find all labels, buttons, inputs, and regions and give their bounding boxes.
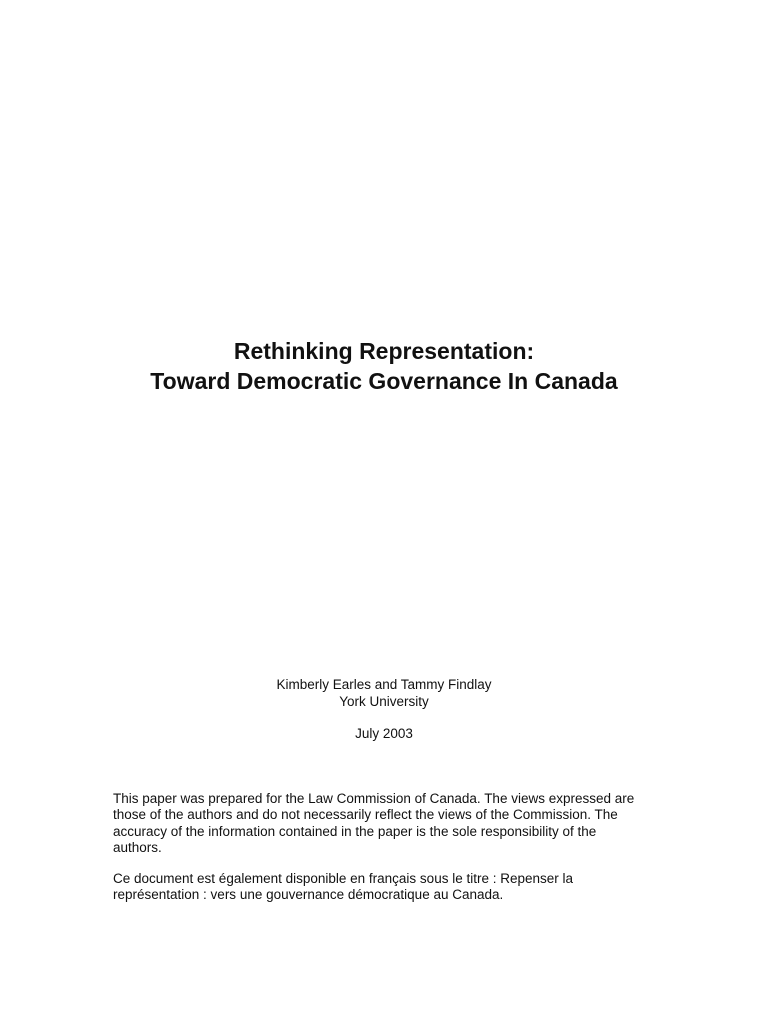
disclaimer-line: This paper was prepared for the Law Commission of Canada. The views expressed are — [113, 791, 635, 806]
title-line-1: Rethinking Representation: — [233, 338, 535, 364]
french-availability-note — [113, 871, 658, 904]
publication-date: July 2003 — [355, 726, 413, 741]
document-title — [0, 336, 768, 396]
disclaimer-line: those of the authors and do not necessarily reflect the views of the Commission. The — [113, 807, 618, 823]
author-names: Kimberly Earles and Tammy Findlay — [276, 677, 492, 692]
disclaimer-line: authors. — [113, 840, 162, 856]
author-institution: York University — [339, 694, 429, 709]
french-note-line: Ce document est également disponible en français sous le titre : Repenser la — [113, 871, 574, 886]
disclaimer-paragraph — [113, 791, 658, 857]
author-block — [0, 676, 768, 710]
title-line-2: Toward Democratic Governance In Canada — [150, 368, 618, 394]
disclaimer-line: accuracy of the information contained in the paper is the sole responsibility of the — [113, 823, 597, 839]
french-note-line: représentation : vers une gouvernance démocratique au Canada. — [113, 887, 504, 903]
